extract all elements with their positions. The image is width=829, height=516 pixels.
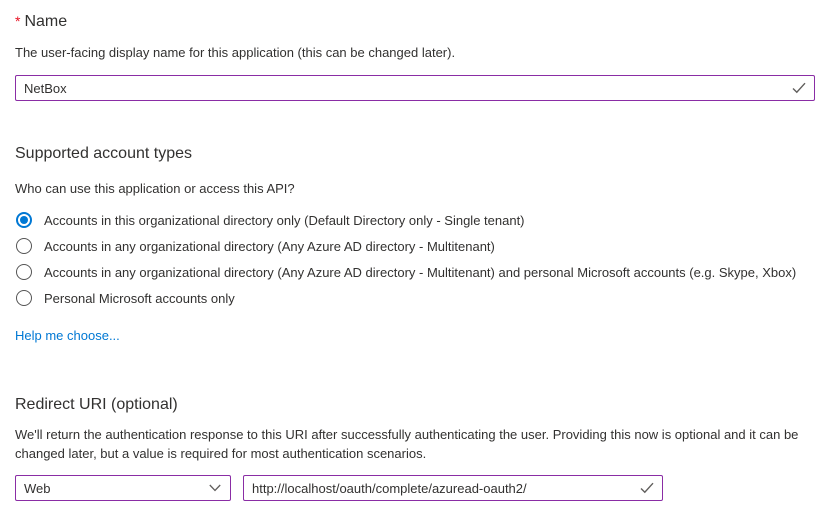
redirect-uri-row [15, 475, 815, 501]
redirect-uri-input-container [243, 475, 663, 501]
account-types-question: Who can use this application or access this API? [15, 181, 295, 196]
checkmark-icon [792, 82, 806, 94]
radio-multitenant[interactable] [15, 233, 815, 259]
radio-button-icon[interactable] [16, 212, 32, 228]
supported-account-types-heading: Supported account types [15, 145, 193, 162]
radio-single-tenant[interactable] [15, 207, 815, 233]
name-section-heading [15, 10, 815, 33]
radio-label: Accounts in any organizational directory (Any Azure AD directory - Multitenant) and personal Microsoft accounts (e.g. Skype, Xbox) [44, 264, 797, 280]
radio-label: Accounts in this organizational directory only (Default Directory only - Single tenant) [44, 212, 525, 228]
radio-button-icon[interactable] [16, 264, 32, 280]
chevron-down-icon [209, 484, 221, 492]
radio-button-icon[interactable] [16, 238, 32, 254]
name-description: The user-facing display name for this application (this can be changed later). [15, 45, 456, 60]
radio-personal-only[interactable] [15, 285, 815, 311]
radio-label: Accounts in any organizational directory (Any Azure AD directory - Multitenant) [44, 238, 495, 254]
radio-label: Personal Microsoft accounts only [44, 290, 235, 306]
name-input-container [15, 75, 815, 101]
required-asterisk: * [15, 13, 21, 29]
redirect-uri-description: We'll return the authentication response to this URI after successfully authenticating the user. Providing this now is optional and it can be changed later, but a value is required for most authentication scenarios. [15, 427, 799, 461]
checkmark-icon [640, 482, 654, 494]
radio-multitenant-personal[interactable] [15, 259, 815, 285]
radio-button-icon[interactable] [16, 290, 32, 306]
platform-selected-value: Web [24, 480, 51, 496]
app-registration-form [0, 10, 829, 501]
redirect-uri-input[interactable] [244, 476, 662, 500]
redirect-uri-heading: Redirect URI (optional) [15, 396, 178, 413]
name-section-title: Name [24, 13, 68, 30]
name-input[interactable] [16, 76, 814, 100]
help-me-choose-link[interactable]: Help me choose... [15, 328, 120, 343]
platform-select-dropdown[interactable] [15, 475, 231, 501]
account-types-radio-group [15, 207, 815, 311]
